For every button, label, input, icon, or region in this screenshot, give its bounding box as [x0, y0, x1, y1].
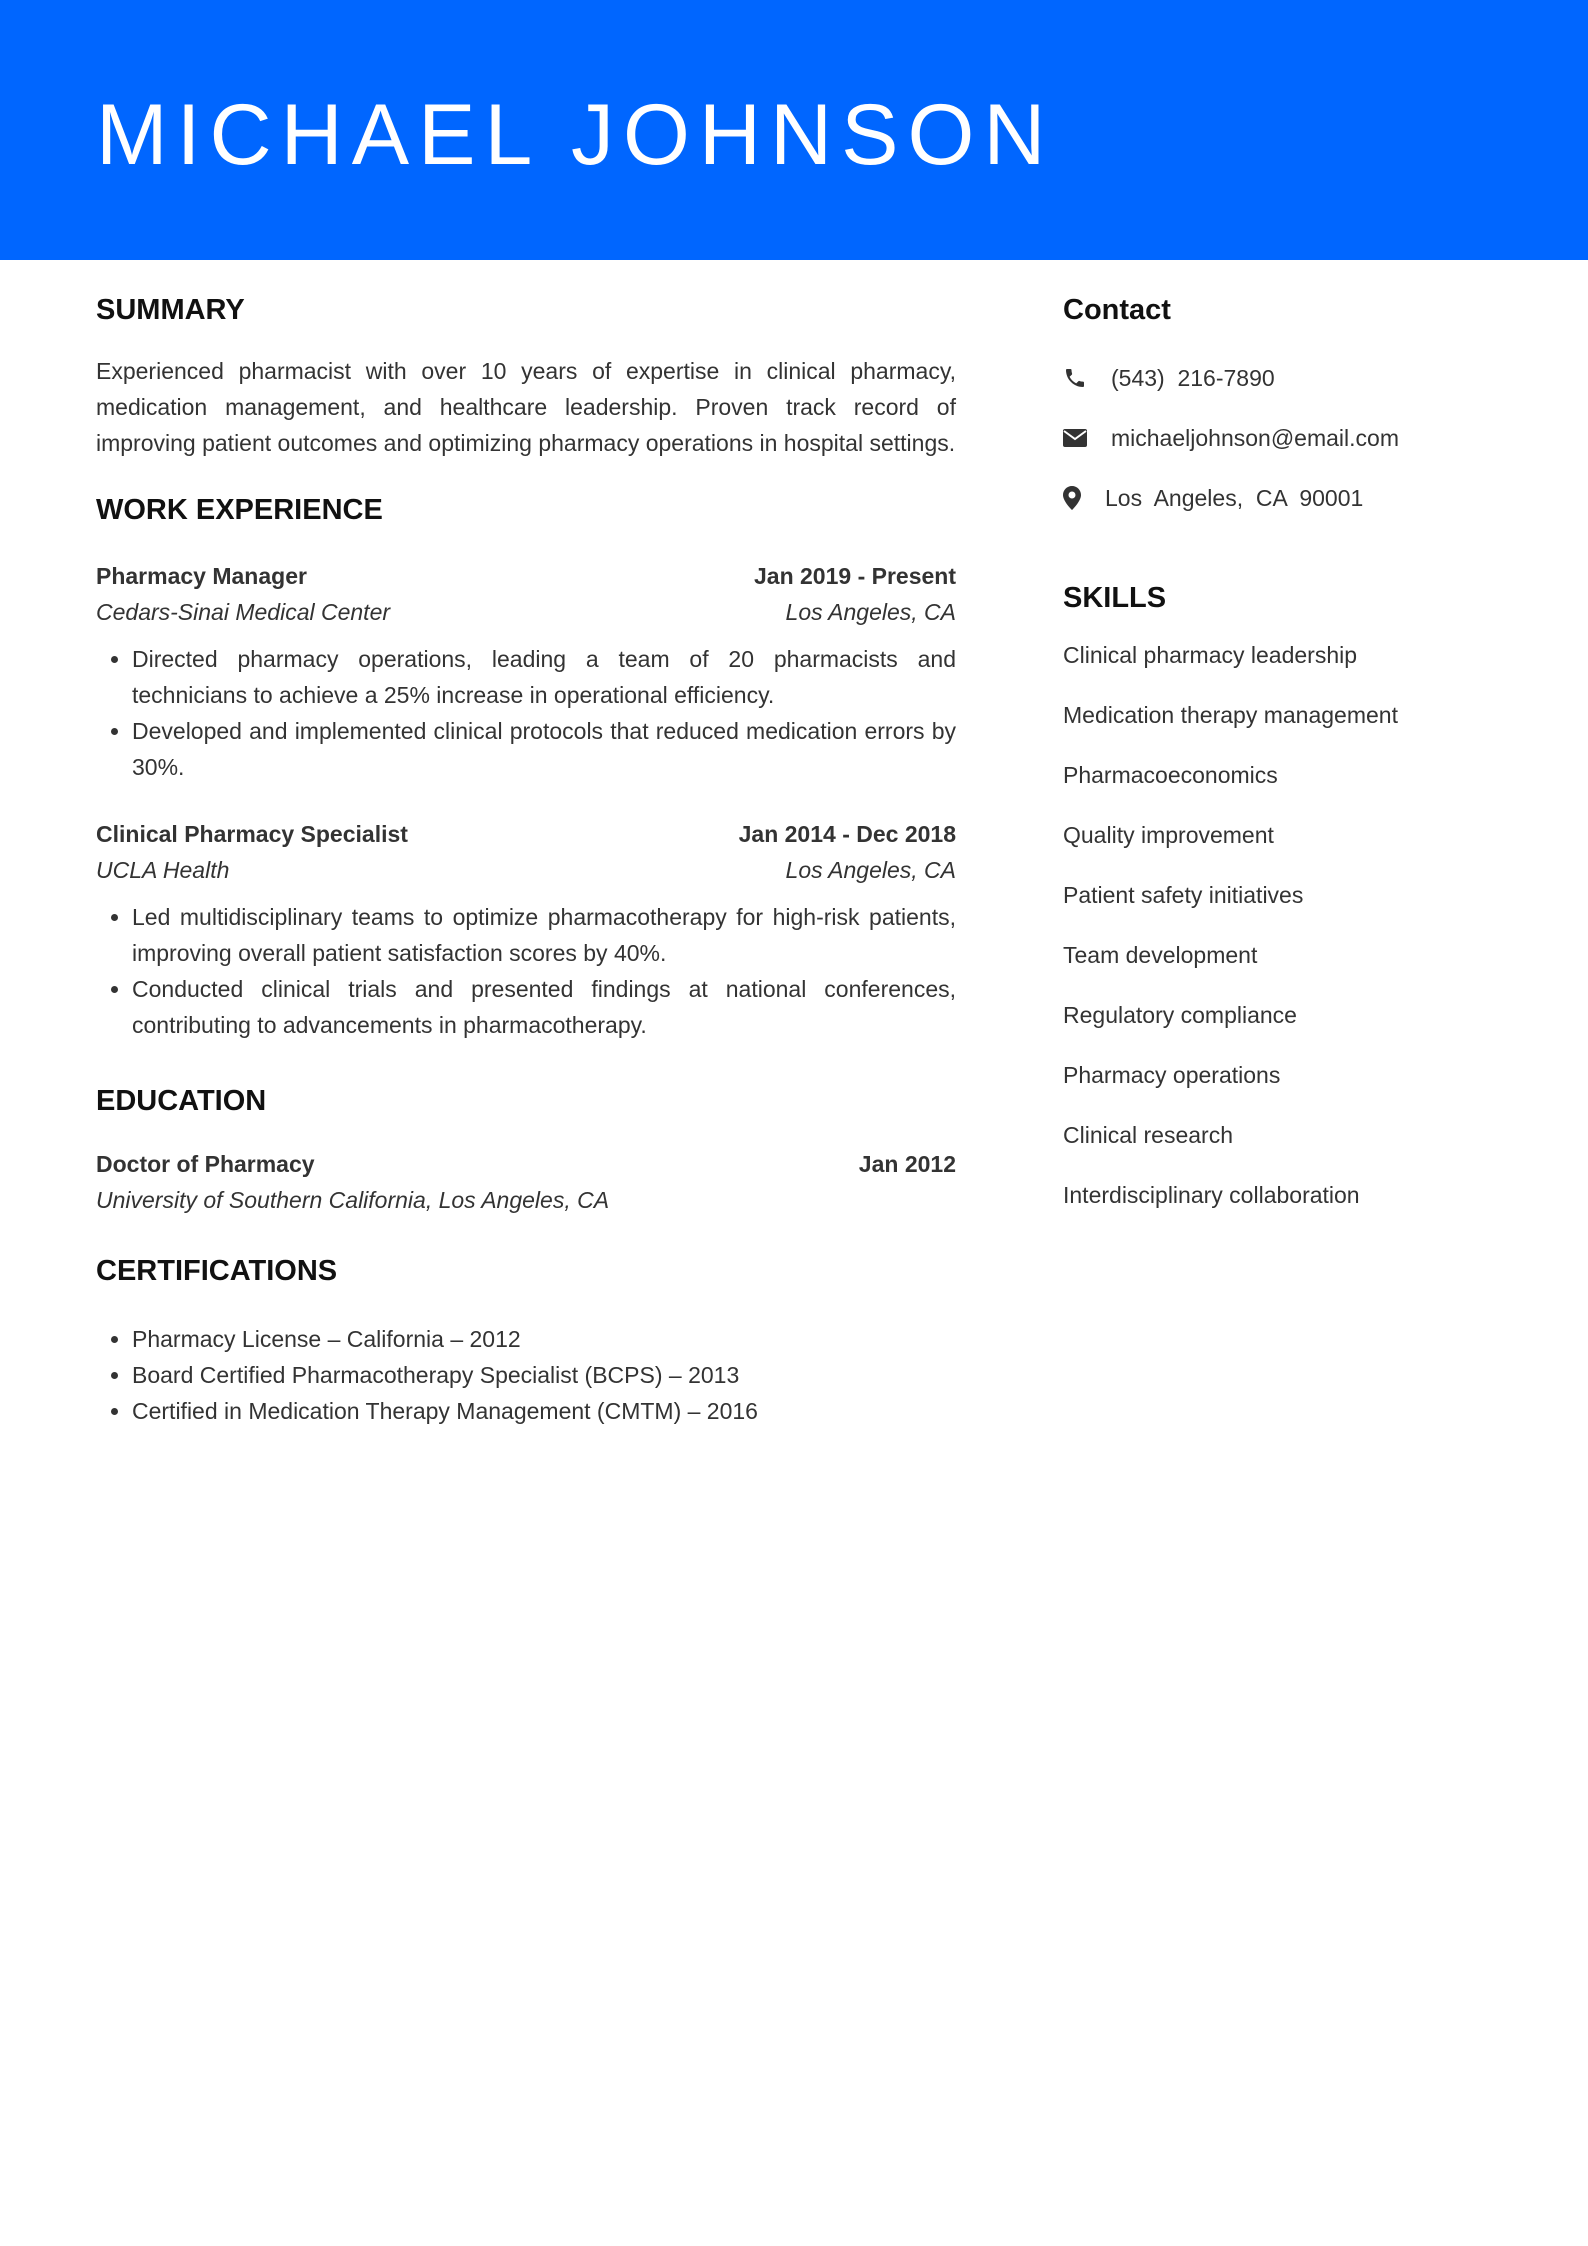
contact-location [1063, 468, 1503, 528]
candidate-name: MICHAEL JOHNSON [96, 87, 1055, 183]
work-experience-heading: WORK EXPERIENCE [96, 494, 383, 526]
job-company: UCLA Health [96, 857, 230, 883]
phone-icon [1063, 365, 1089, 391]
skill-item: Pharmacy operations [1063, 1062, 1281, 1088]
skills-list [1063, 625, 1503, 1225]
job-bullet: • Conducted clinical trials and presented findings at national conferences, contributing to advancements in pharmacotherapy. [132, 971, 956, 1043]
job-location: Los Angeles, CA [785, 599, 956, 625]
job-bullet: • Directed pharmacy operations, leading a team of 20 pharmacists and technicians to achieve a 25% increase in operational efficiency. [132, 641, 956, 713]
job-dates: Jan 2014 - Dec 2018 [738, 821, 956, 847]
job-role: Clinical Pharmacy Specialist [96, 821, 408, 847]
skills-heading: SKILLS [1063, 582, 1167, 614]
skill-item: Interdisciplinary collaboration [1063, 1182, 1360, 1208]
contact-email [1063, 408, 1503, 468]
certification-item: • Certified in Medication Therapy Management (CMTM) – 2016 [132, 1393, 956, 1429]
job-entry [96, 816, 956, 1043]
school: University of Southern California, Los Angeles, CA [96, 1187, 610, 1213]
summary-text: Experienced pharmacist with over 10 years of expertise in clinical pharmacy, medication management, and healthcare leadership. Proven track record of improving patient outcomes and optimizing pharmacy operations in hospital settings. [96, 358, 956, 456]
education-entry [96, 1146, 956, 1218]
certification-item: • Board Certified Pharmacotherapy Specialist (BCPS) – 2013 [132, 1357, 956, 1393]
skill-item: Regulatory compliance [1063, 1002, 1297, 1028]
contact-phone [1063, 348, 1503, 408]
phone-number: (543) 216-7890 [1111, 364, 1275, 391]
skill-item: Clinical research [1063, 1122, 1234, 1148]
summary-heading: SUMMARY [96, 294, 245, 326]
job-bullets [96, 899, 956, 1043]
skill-item: Patient safety initiatives [1063, 882, 1304, 908]
skill-item: Medication therapy management [1063, 702, 1398, 728]
education-heading: EDUCATION [96, 1085, 267, 1117]
skill-item: Clinical pharmacy leadership [1063, 642, 1358, 668]
main-column [96, 290, 956, 1429]
degree-date: Jan 2012 [858, 1151, 956, 1177]
job-company: Cedars-Sinai Medical Center [96, 599, 391, 625]
location-text: Los Angeles, CA 90001 [1105, 484, 1364, 511]
skill-item: Pharmacoeconomics [1063, 762, 1278, 788]
degree: Doctor of Pharmacy [96, 1151, 315, 1177]
sidebar-column [1063, 290, 1503, 1225]
skill-item: Quality improvement [1063, 822, 1274, 848]
job-bullet: • Led multidisciplinary teams to optimize pharmacotherapy for high-risk patients, improving overall patient satisfaction scores by 40%. [132, 899, 956, 971]
certification-item: • Pharmacy License – California – 2012 [132, 1321, 956, 1357]
job-entry [96, 558, 956, 785]
contact-heading: Contact [1063, 294, 1171, 326]
envelope-icon [1063, 425, 1089, 451]
skill-item: Team development [1063, 942, 1258, 968]
job-bullet: • Developed and implemented clinical protocols that reduced medication errors by 30%. [132, 713, 956, 785]
contact-list [1063, 348, 1503, 528]
map-pin-icon [1063, 485, 1089, 511]
email-address: michaeljohnson@email.com [1111, 424, 1399, 451]
job-dates: Jan 2019 - Present [753, 563, 956, 589]
job-location: Los Angeles, CA [785, 857, 956, 883]
job-role: Pharmacy Manager [96, 563, 307, 589]
job-bullets [96, 641, 956, 785]
certifications-list [96, 1321, 956, 1429]
certifications-heading: CERTIFICATIONS [96, 1255, 338, 1287]
header-banner [0, 0, 1588, 260]
